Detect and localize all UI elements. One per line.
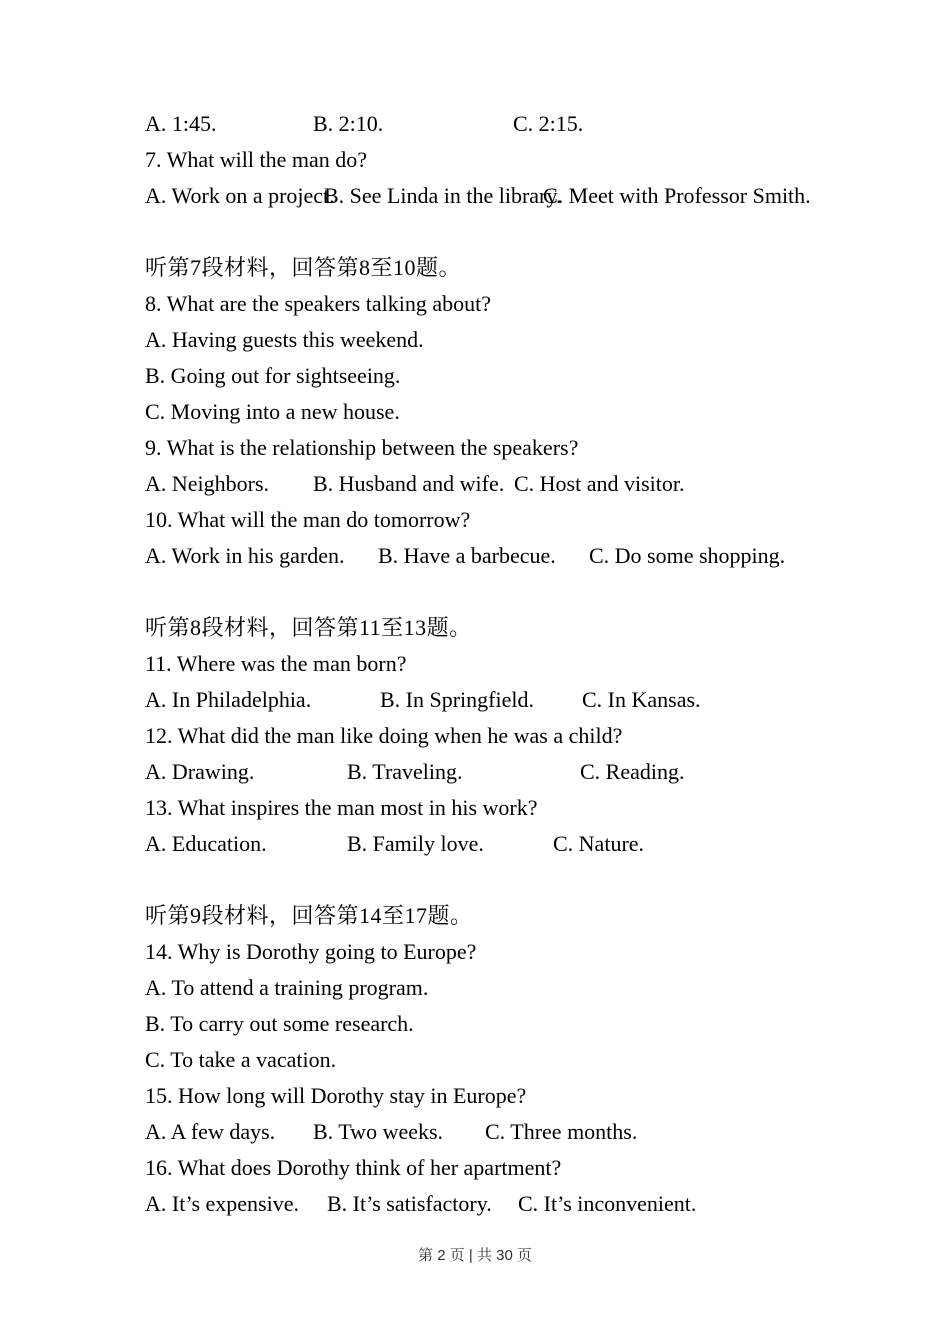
- option-segment: C. In Kansas.: [582, 687, 701, 712]
- option-segment: B. Family love.: [347, 831, 484, 856]
- section-heading: [145, 898, 920, 934]
- question-line-text: 13. What inspires the man most in his work?: [145, 795, 538, 820]
- option-segment: B. In Springfield.: [380, 687, 534, 712]
- option-line: [145, 394, 920, 430]
- options-line: [145, 466, 920, 502]
- question-line-text: 8. What are the speakers talking about?: [145, 291, 491, 316]
- options-line: [145, 178, 920, 214]
- option-line-text: A. Having guests this weekend.: [145, 327, 424, 352]
- question-line-text: 11. Where was the man born?: [145, 651, 407, 676]
- page-footer-label: 第 2 页 | 共 30 页: [418, 1247, 532, 1264]
- question-line: [145, 1150, 920, 1186]
- option-line-text: C. To take a vacation.: [145, 1047, 337, 1072]
- option-segment: C. It’s inconvenient.: [518, 1191, 697, 1216]
- option-line-text: B. Going out for sightseeing.: [145, 363, 401, 388]
- question-line: [145, 934, 920, 970]
- question-line: [145, 430, 920, 466]
- option-segment: A. A few days.: [145, 1119, 276, 1144]
- options-line: [145, 754, 920, 790]
- options-line: [145, 682, 920, 718]
- question-line-text: 14. Why is Dorothy going to Europe?: [145, 939, 477, 964]
- options-line: [145, 1186, 920, 1222]
- option-segment: B. See Linda in the library.: [324, 183, 562, 208]
- section-heading-text: 听第9段材料，回答第14至17题。: [145, 903, 473, 928]
- option-line-text: B. To carry out some research.: [145, 1011, 414, 1036]
- option-segment: B. Husband and wife.: [313, 471, 505, 496]
- section-heading-text: 听第8段材料，回答第11至13题。: [145, 615, 472, 640]
- option-segment: C. Three months.: [485, 1119, 638, 1144]
- options-line: [145, 826, 920, 862]
- question-line-text: 7. What will the man do?: [145, 147, 367, 172]
- exam-content: [145, 106, 920, 1222]
- option-segment: C. Meet with Professor Smith.: [543, 183, 811, 208]
- options-line: [145, 1114, 920, 1150]
- question-line: [145, 142, 920, 178]
- section-heading-text: 听第7段材料，回答第8至10题。: [145, 255, 462, 280]
- option-segment: B. 2:10.: [313, 111, 384, 136]
- question-line: [145, 718, 920, 754]
- section-heading: [145, 250, 920, 286]
- option-segment: C. Host and visitor.: [514, 471, 685, 496]
- question-line: [145, 646, 920, 682]
- options-line: [145, 106, 920, 142]
- option-segment: A. Work on a project.: [145, 183, 335, 208]
- blank-line: [145, 574, 920, 610]
- option-line-text: C. Moving into a new house.: [145, 399, 400, 424]
- option-line-text: A. To attend a training program.: [145, 975, 429, 1000]
- option-segment: A. Education.: [145, 831, 267, 856]
- option-segment: A. 1:45.: [145, 111, 217, 136]
- option-segment: B. Have a barbecue.: [378, 543, 556, 568]
- option-segment: A. In Philadelphia.: [145, 687, 312, 712]
- option-segment: A. Neighbors.: [145, 471, 270, 496]
- question-line-text: 9. What is the relationship between the speakers?: [145, 435, 579, 460]
- question-line: [145, 286, 920, 322]
- question-line-text: 15. How long will Dorothy stay in Europe?: [145, 1083, 527, 1108]
- question-line: [145, 1078, 920, 1114]
- section-heading: [145, 610, 920, 646]
- option-line: [145, 970, 920, 1006]
- question-line: [145, 502, 920, 538]
- question-line-text: 16. What does Dorothy think of her apartment?: [145, 1155, 562, 1180]
- option-line: [145, 322, 920, 358]
- option-segment: C. Reading.: [580, 759, 685, 784]
- question-line-text: 10. What will the man do tomorrow?: [145, 507, 471, 532]
- page-footer: [0, 1244, 950, 1265]
- option-segment: C. Do some shopping.: [589, 543, 786, 568]
- options-line: [145, 538, 920, 574]
- option-segment: B. It’s satisfactory.: [327, 1191, 492, 1216]
- blank-line: [145, 862, 920, 898]
- option-segment: B. Traveling.: [347, 759, 463, 784]
- option-segment: B. Two weeks.: [313, 1119, 444, 1144]
- option-segment: C. 2:15.: [513, 111, 584, 136]
- option-line: [145, 1006, 920, 1042]
- blank-line: [145, 214, 920, 250]
- option-segment: C. Nature.: [553, 831, 645, 856]
- option-segment: A. Drawing.: [145, 759, 255, 784]
- option-line: [145, 1042, 920, 1078]
- option-line: [145, 358, 920, 394]
- option-segment: A. It’s expensive.: [145, 1191, 299, 1216]
- option-segment: A. Work in his garden.: [145, 543, 345, 568]
- question-line-text: 12. What did the man like doing when he was a child?: [145, 723, 623, 748]
- question-line: [145, 790, 920, 826]
